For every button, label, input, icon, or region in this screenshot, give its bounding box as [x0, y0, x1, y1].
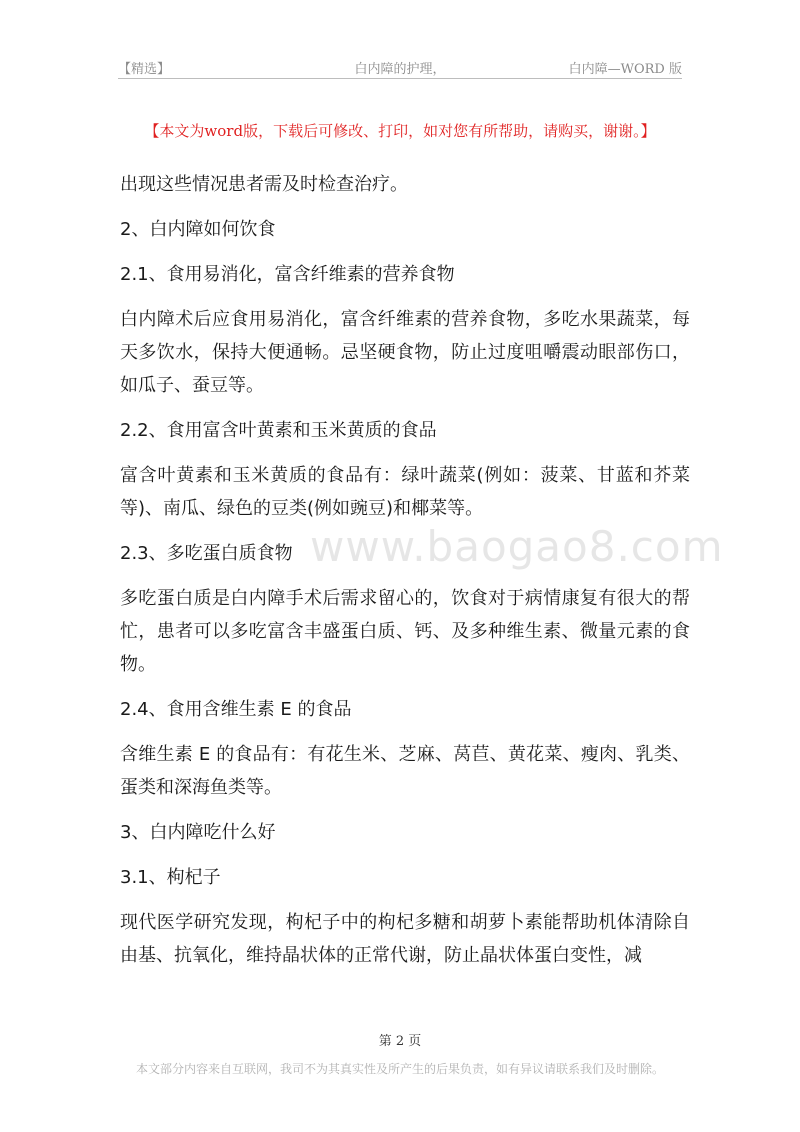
- document-body: [120, 168, 690, 984]
- paragraph: 富含叶黄素和玉米黄质的食品有：绿叶蔬菜(例如：菠菜、甘蓝和芥菜等)、南瓜、绿色的豆类(例如豌豆)和椰菜等。: [120, 465, 690, 519]
- subsection-heading: 2.4、食用含维生素 E 的食品: [120, 699, 352, 720]
- header-right-text: 白内障—WORD 版: [568, 62, 682, 77]
- subsection-heading: 3.1、枸杞子: [120, 867, 221, 888]
- paragraph: 多吃蛋白质是白内障手术后需求留心的，饮食对于病情康复有很大的帮忙，患者可以多吃富含丰盛蛋白质、钙、及多种维生素、微量元素的食物。: [120, 588, 690, 675]
- subsection-heading: 2.2、食用富含叶黄素和玉米黄质的食品: [120, 420, 437, 441]
- download-notice: 【本文为word版，下载后可修改、打印，如对您有所帮助，请购买，谢谢。】: [144, 122, 656, 140]
- subsection-heading: 2.3、多吃蛋白质食物: [120, 543, 293, 564]
- paragraph: 现代医学研究发现，枸杞子中的枸杞多糖和胡萝卜素能帮助机体清除自由基、抗氧化，维持晶状体的正常代谢，防止晶状体蛋白变性，减: [120, 912, 690, 966]
- watermark: www.baogao8.com: [310, 522, 724, 571]
- page-header: [118, 56, 682, 79]
- subsection-heading: 2.1、食用易消化，富含纤维素的营养食物: [120, 264, 455, 285]
- section-heading: 2、白内障如何饮食: [120, 219, 276, 240]
- page-number: 第 2 页: [378, 1034, 422, 1049]
- page-footer: 本文部分内容来自互联网，我司不为其真实性及所产生的后果负责，如有异议请联系我们及时删除。: [135, 1062, 664, 1076]
- section-heading: 3、白内障吃什么好: [120, 822, 276, 843]
- paragraph: 白内障术后应食用易消化，富含纤维素的营养食物，多吃水果蔬菜，每天多饮水，保持大便通畅。忌坚硬食物，防止过度咀嚼震动眼部伤口，如瓜子、蚕豆等。: [120, 309, 690, 396]
- paragraph: 出现这些情况患者需及时检查治疗。: [120, 174, 408, 195]
- header-left-text: 【精选】: [118, 62, 171, 77]
- header-center-text: 白内障的护理，: [354, 62, 446, 77]
- paragraph: 含维生素 E 的食品有：有花生米、芝麻、莴苣、黄花菜、瘦肉、乳类、蛋类和深海鱼类等。: [120, 744, 690, 798]
